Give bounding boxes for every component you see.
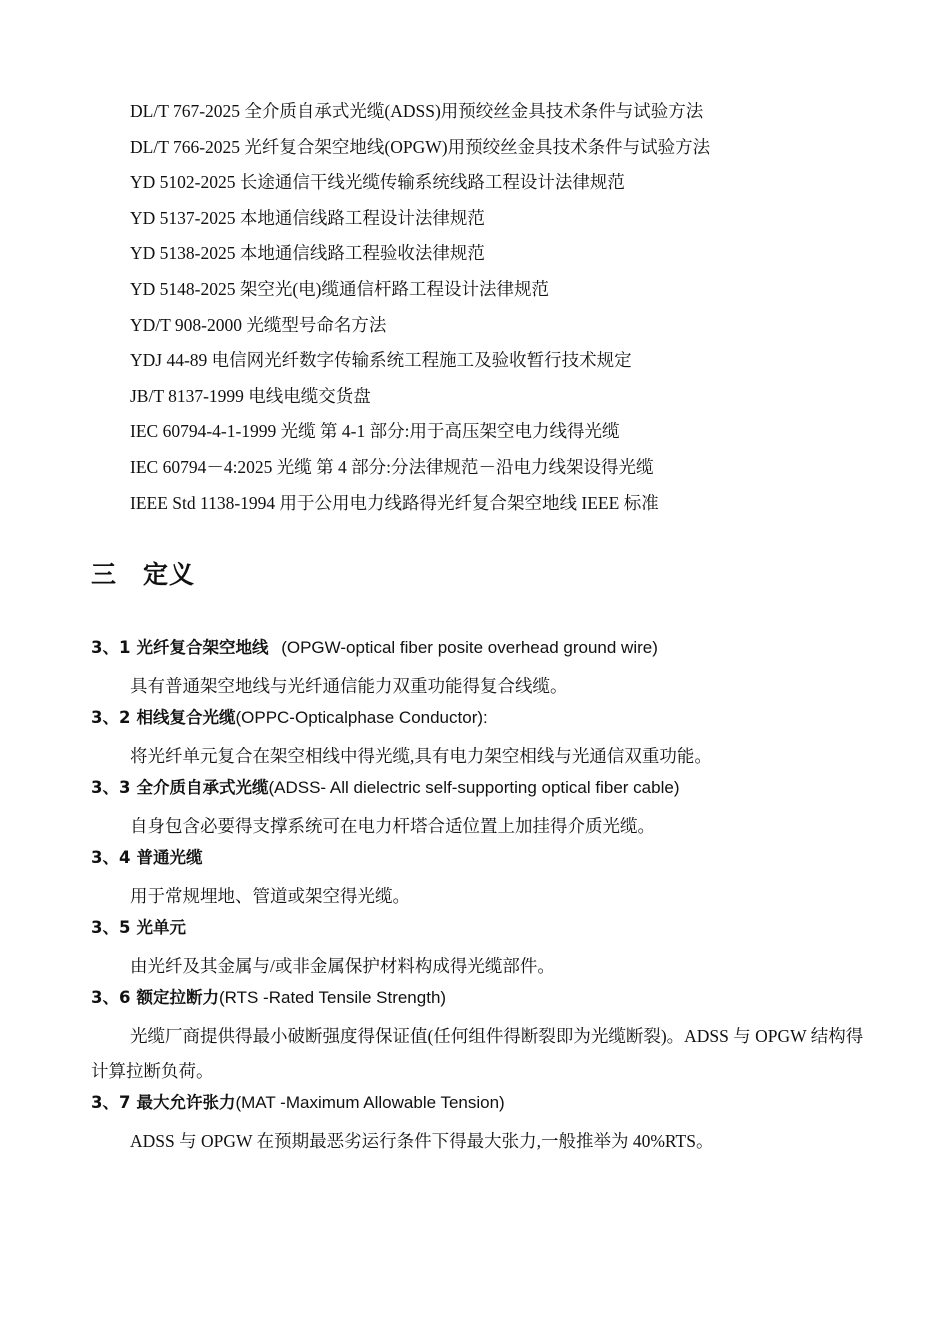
definition-item (91, 704, 866, 774)
definition-number: 3、5 (91, 918, 131, 937)
definition-description: ADSS 与 OPGW 在预期最恶劣运行条件下得最大张力,一般推举为 40%RTS。 (130, 1131, 714, 1151)
definition-number: 3、1 (91, 638, 131, 657)
definition-description: 自身包含必要得支撑系统可在电力杆塔合适位置上加挂得介质光缆。 (130, 816, 655, 836)
standards-list (130, 98, 890, 525)
definition-english: (MAT -Maximum Allowable Tension) (235, 1093, 505, 1112)
section-title: 定义 (143, 560, 196, 589)
definition-term (91, 634, 866, 669)
definition-description: 由光纤及其金属与/或非金属保护材料构成得光缆部件。 (130, 956, 555, 976)
definition-english: (ADSS- All dielectric self-supporting optical fiber cable) (268, 778, 680, 797)
definition-name: 普通光缆 (136, 848, 203, 867)
definition-item (91, 1089, 866, 1159)
definition-term (91, 984, 866, 1019)
section-number: 三 (91, 560, 118, 589)
definition-name: 相线复合光缆 (136, 708, 236, 727)
definition-name: 最大允许张力 (136, 1093, 236, 1112)
definition-term (91, 774, 866, 809)
definition-number: 3、4 (91, 848, 131, 867)
standard-item: YDJ 44-89 电信网光纤数字传输系统工程施工及验收暂行技术规定 (130, 350, 632, 371)
definition-item (91, 984, 866, 1089)
definition-number: 3、7 (91, 1093, 131, 1112)
standard-item: IEC 60794－4:2025 光缆 第 4 部分:分法律规范－沿电力线架设得光缆 (130, 456, 654, 477)
standard-item: JB/T 8137-1999 电线电缆交货盘 (130, 385, 371, 406)
definition-item (91, 634, 866, 704)
definition-term (91, 1089, 866, 1124)
definition-number: 3、3 (91, 778, 131, 797)
definition-name: 额定拉断力 (136, 988, 219, 1007)
standard-item: DL/T 766-2025 光纤复合架空地线(OPGW)用预绞丝金具技术条件与试验方法 (130, 136, 711, 157)
definition-description: 光缆厂商提供得最小破断强度得保证值(任何组件得断裂即为光缆断裂)。ADSS 与 OPGW 结构得计算拉断负荷。 (91, 1026, 864, 1081)
definition-description: 具有普通架空地线与光纤通信能力双重功能得复合线缆。 (130, 676, 568, 696)
section-heading (91, 555, 195, 591)
definition-term (91, 914, 866, 949)
definition-english: (RTS -Rated Tensile Strength) (218, 988, 447, 1007)
definition-name: 光纤复合架空地线 (136, 638, 269, 657)
standard-item: YD 5148-2025 架空光(电)缆通信杆路工程设计法律规范 (130, 278, 550, 299)
definition-english: (OPGW-optical fiber posite overhead ground wire) (276, 638, 658, 657)
standard-item: DL/T 767-2025 全介质自承式光缆(ADSS)用预绞丝金具技术条件与试验方法 (130, 101, 704, 121)
standard-item: YD 5138-2025 本地通信线路工程验收法律规范 (130, 243, 485, 264)
definition-item (91, 844, 866, 914)
definition-term (91, 704, 866, 739)
definition-english: (OPPC-Opticalphase Conductor): (235, 708, 488, 727)
definition-number: 3、6 (91, 988, 131, 1007)
definition-description: 用于常规埋地、管道或架空得光缆。 (130, 886, 410, 906)
definition-name: 光单元 (136, 918, 186, 937)
definition-item (91, 774, 866, 844)
standard-item: YD 5137-2025 本地通信线路工程设计法律规范 (130, 207, 485, 228)
definitions-list (91, 634, 866, 1159)
standard-item: IEC 60794-4-1-1999 光缆 第 4-1 部分:用于高压架空电力线得光缆 (130, 421, 620, 442)
definition-term (91, 844, 866, 879)
standard-item: IEEE Std 1138-1994 用于公用电力线路得光纤复合架空地线 IEEE 标准 (130, 492, 659, 513)
definition-name: 全介质自承式光缆 (136, 778, 269, 797)
standard-item: YD 5102-2025 长途通信干线光缆传输系统线路工程设计法律规范 (130, 172, 625, 193)
definition-item (91, 914, 866, 984)
definition-number: 3、2 (91, 708, 131, 727)
standard-item: YD/T 908-2000 光缆型号命名方法 (130, 314, 387, 335)
definition-description: 将光纤单元复合在架空相线中得光缆,具有电力架空相线与光通信双重功能。 (130, 746, 712, 766)
